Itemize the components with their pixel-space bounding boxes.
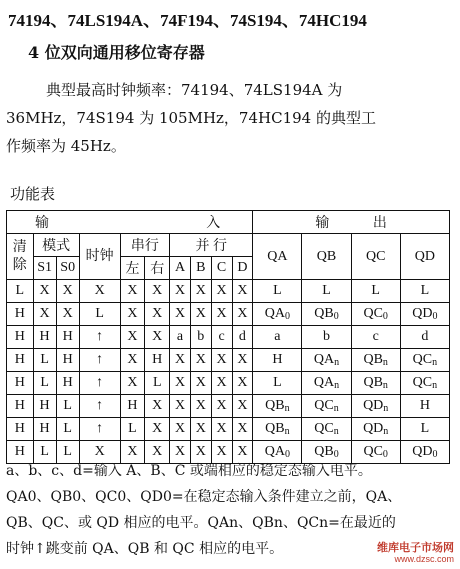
table-cell: L	[33, 441, 56, 464]
table-cell: X	[120, 441, 145, 464]
table-cell: X	[232, 372, 253, 395]
mode-header: 模式	[33, 234, 79, 257]
table-cell: X	[56, 280, 79, 303]
paragraph-line-2: 36MHz，74S194 为 105MHz，74HC194 的典型工	[6, 109, 376, 127]
table-cell: L	[7, 280, 34, 303]
table-cell: ↑	[79, 372, 120, 395]
table-cell: d	[400, 326, 449, 349]
parallel-header: 并 行	[170, 234, 253, 257]
table-cell: H	[400, 395, 449, 418]
table-cell: H	[7, 395, 34, 418]
qb-header: QB	[302, 234, 351, 280]
table-cell: X	[120, 349, 145, 372]
output-header-left: 输	[315, 216, 330, 231]
table-cell: X	[190, 280, 211, 303]
table-cell: H	[7, 326, 34, 349]
table-cell: X	[211, 395, 232, 418]
table-cell: X	[145, 280, 170, 303]
table-cell: X	[145, 395, 170, 418]
table-cell: a	[253, 326, 302, 349]
table-cell: $QB_n$	[253, 395, 302, 418]
table-cell: X	[232, 349, 253, 372]
table-cell: L	[253, 372, 302, 395]
s0-header: S0	[56, 257, 79, 280]
table-cell: X	[56, 303, 79, 326]
output-header-right: 出	[372, 216, 387, 231]
table-body	[7, 280, 450, 464]
table-cell: ↑	[79, 418, 120, 441]
table-cell: X	[211, 349, 232, 372]
serial-header: 串行	[120, 234, 170, 257]
table-cell: H	[120, 395, 145, 418]
table-cell: X	[211, 280, 232, 303]
header-row-1	[7, 211, 450, 234]
table-cell: L	[400, 418, 449, 441]
table-cell: L	[56, 395, 79, 418]
table-cell: X	[211, 441, 232, 464]
table-cell: $QD_n$	[351, 418, 400, 441]
table-cell: L	[145, 372, 170, 395]
table-cell: $QB_n$	[351, 349, 400, 372]
table-cell: X	[211, 372, 232, 395]
left-header: 左	[120, 257, 145, 280]
table-cell: c	[211, 326, 232, 349]
table-cell: H	[253, 349, 302, 372]
table-cell: $QB_0$	[302, 441, 351, 464]
table-cell: X	[33, 280, 56, 303]
table-cell: X	[170, 280, 191, 303]
table-cell: X	[211, 418, 232, 441]
table-cell: L	[253, 280, 302, 303]
table-cell: $QA_n$	[302, 372, 351, 395]
input-header-right: 入	[206, 216, 221, 231]
function-table-label: 功能表	[10, 185, 56, 203]
table-cell: X	[120, 326, 145, 349]
output-group-header	[253, 211, 450, 234]
table-cell: L	[33, 349, 56, 372]
table-cell: X	[120, 372, 145, 395]
watermark-line-2: www.dzsc.com	[394, 554, 454, 564]
table-cell: L	[79, 303, 120, 326]
table-cell: X	[170, 303, 191, 326]
table-cell: L	[351, 280, 400, 303]
table-cell: L	[56, 418, 79, 441]
table-cell: H	[56, 326, 79, 349]
table-cell: X	[232, 280, 253, 303]
title-line: 74194、74LS194A、74F194、74S194、74HC194	[8, 11, 367, 30]
table-cell: ↑	[79, 395, 120, 418]
input-group-header	[7, 211, 253, 234]
b-header: B	[190, 257, 211, 280]
table-cell: H	[33, 418, 56, 441]
table-cell: X	[170, 395, 191, 418]
table-cell: H	[33, 326, 56, 349]
table-cell: H	[56, 372, 79, 395]
table-cell: X	[145, 303, 170, 326]
table-cell: $QA_0$	[253, 441, 302, 464]
table-cell: $QC_n$	[302, 418, 351, 441]
table-cell: L	[302, 280, 351, 303]
table-cell: a	[170, 326, 191, 349]
table-cell: X	[33, 303, 56, 326]
header-row-2	[7, 234, 450, 257]
table-cell: X	[232, 441, 253, 464]
table-cell: H	[56, 349, 79, 372]
table-cell: L	[120, 418, 145, 441]
table-cell: X	[232, 395, 253, 418]
table-row	[7, 326, 450, 349]
table-cell: X	[145, 326, 170, 349]
table-cell: $QD_n$	[351, 395, 400, 418]
subtitle: 4 位双向通用移位寄存器	[28, 43, 205, 62]
table-cell: b	[302, 326, 351, 349]
footnote-line-3: QB、QC、或 QD 相应的电平。QAn、QBn、QCn=在最近的	[6, 515, 396, 531]
table-cell: $QC_n$	[400, 372, 449, 395]
table-cell: X	[79, 280, 120, 303]
watermark-line-1: 维库电子市场网	[377, 542, 454, 554]
footnote-line-4: 时钟↑跳变前 QA、QB 和 QC 相应的电平。	[6, 541, 284, 557]
clear-header: 清除	[7, 234, 34, 280]
table-cell: b	[190, 326, 211, 349]
table-cell: X	[190, 349, 211, 372]
table-cell: $QC_0$	[351, 303, 400, 326]
table-cell: H	[145, 349, 170, 372]
a-header: A	[170, 257, 191, 280]
table-cell: H	[33, 395, 56, 418]
table-cell: c	[351, 326, 400, 349]
input-header-left: 输	[35, 216, 49, 231]
table-cell: H	[7, 372, 34, 395]
table-cell: ↑	[79, 326, 120, 349]
table-row	[7, 418, 450, 441]
table-cell: X	[79, 441, 120, 464]
table-row	[7, 280, 450, 303]
table-cell: H	[7, 441, 34, 464]
table-cell: $QB_n$	[351, 372, 400, 395]
table-cell: X	[170, 441, 191, 464]
table-cell: $QD_0$	[400, 303, 449, 326]
table-cell: ↑	[79, 349, 120, 372]
description-paragraph	[6, 76, 454, 160]
table-cell: X	[170, 372, 191, 395]
table-cell: $QB_0$	[302, 303, 351, 326]
paragraph-line-1: 典型最高时钟频率：74194、74LS194A 为	[46, 81, 343, 99]
qd-header: QD	[400, 234, 449, 280]
watermark-logo	[377, 543, 454, 565]
footnote-line-2: QA0、QB0、QC0、QD0=在稳定态输入条件建立之前，QA、	[6, 489, 402, 505]
right-header: 右	[145, 257, 170, 280]
table-cell: X	[232, 303, 253, 326]
table-cell: d	[232, 326, 253, 349]
d-header: D	[232, 257, 253, 280]
table-cell: H	[7, 418, 34, 441]
footnote-line-1: a、b、c、d=输入 A、B、C 或端相应的稳定态输入电平。	[6, 463, 372, 479]
c-header: C	[211, 257, 232, 280]
table-cell: X	[190, 395, 211, 418]
table-cell: H	[7, 349, 34, 372]
table-row	[7, 349, 450, 372]
table-cell: $QD_0$	[400, 441, 449, 464]
table-cell: L	[33, 372, 56, 395]
table-cell: H	[7, 303, 34, 326]
table-cell: $QC_0$	[351, 441, 400, 464]
table-cell: X	[170, 418, 191, 441]
table-cell: X	[211, 303, 232, 326]
qa-header: QA	[253, 234, 302, 280]
qc-header: QC	[351, 234, 400, 280]
paragraph-line-3: 作频率为 45Hz。	[6, 137, 126, 155]
table-cell: $QA_n$	[302, 349, 351, 372]
table-cell: X	[190, 441, 211, 464]
table-row	[7, 395, 450, 418]
table-cell: X	[145, 418, 170, 441]
table-cell: X	[120, 303, 145, 326]
table-row	[7, 372, 450, 395]
table-cell: X	[190, 303, 211, 326]
table-cell: L	[56, 441, 79, 464]
s1-header: S1	[33, 257, 56, 280]
table-cell: $QC_n$	[302, 395, 351, 418]
table-cell: L	[400, 280, 449, 303]
table-cell: $QA_0$	[253, 303, 302, 326]
table-cell: X	[145, 441, 170, 464]
clock-header: 时钟	[79, 234, 120, 280]
table-cell: X	[190, 418, 211, 441]
table-cell: $QB_n$	[253, 418, 302, 441]
table-cell: X	[170, 349, 191, 372]
table-cell: X	[120, 280, 145, 303]
function-table	[6, 210, 450, 464]
table-row	[7, 303, 450, 326]
table-cell: X	[232, 418, 253, 441]
table-cell: $QC_n$	[400, 349, 449, 372]
table-cell: X	[190, 372, 211, 395]
